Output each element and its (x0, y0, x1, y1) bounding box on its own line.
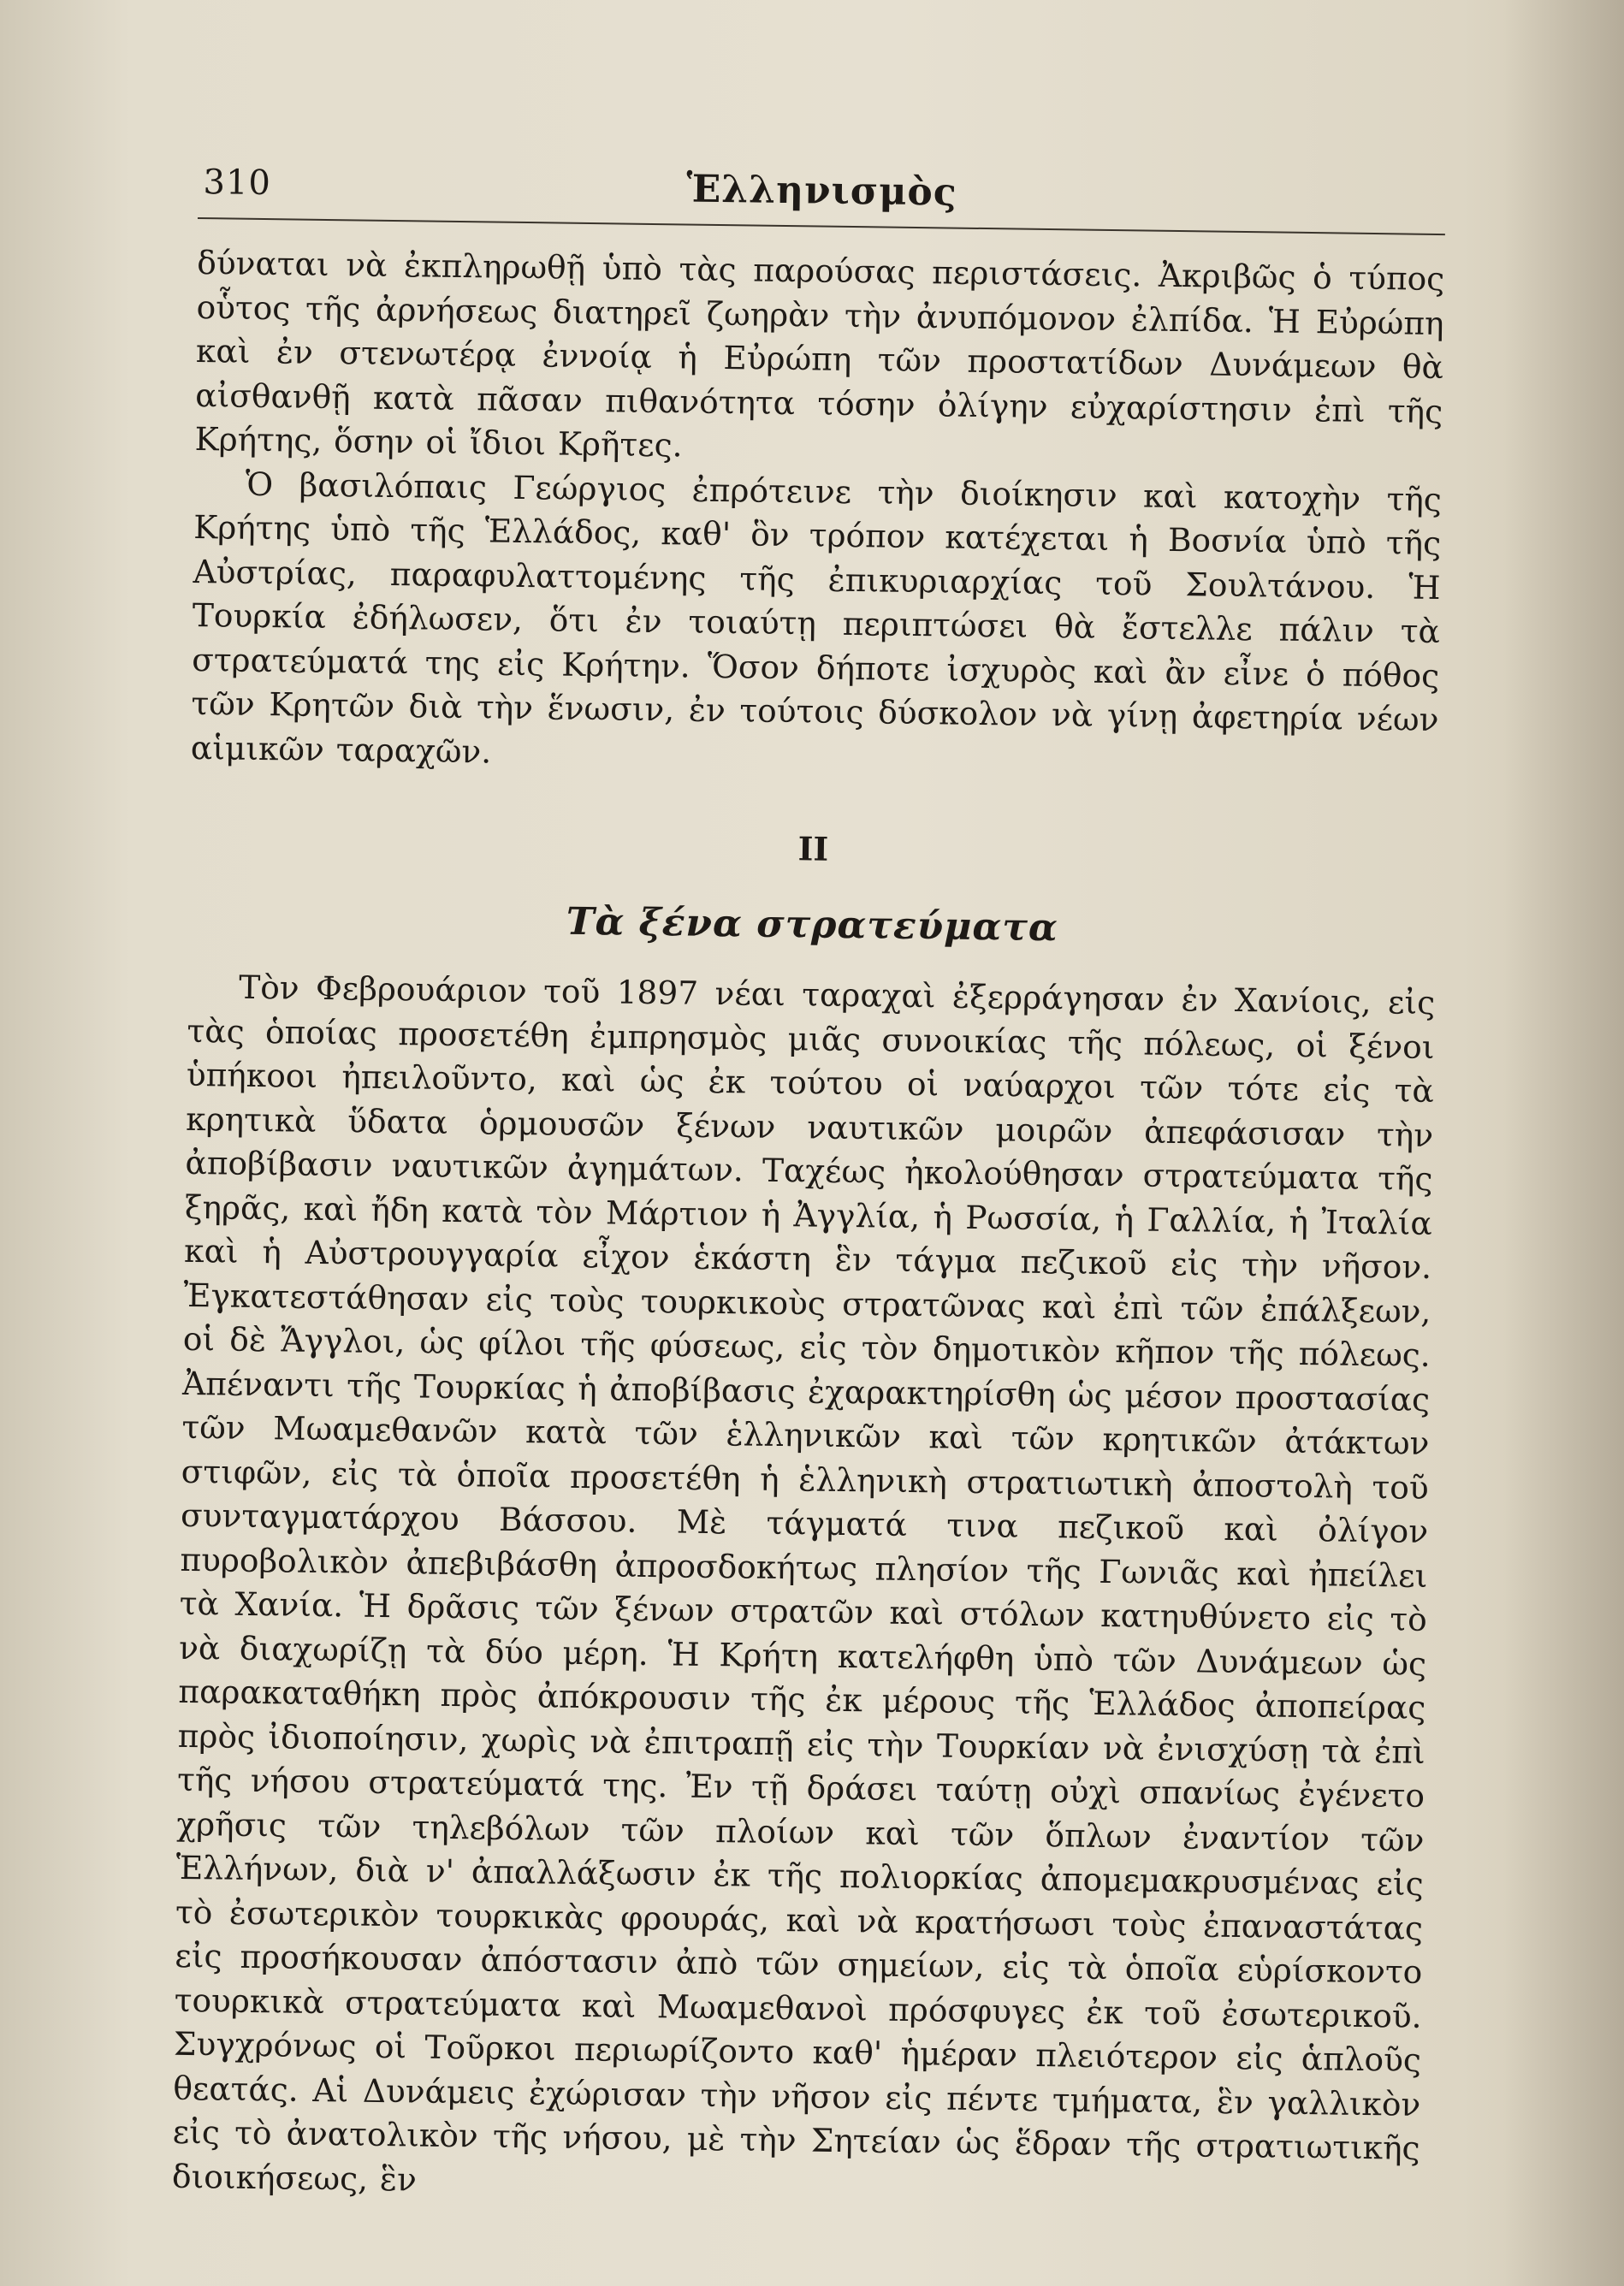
page-number: 310 (203, 163, 272, 204)
page-content (172, 154, 1446, 2215)
section-title: Τὰ ξένα στρατεύματα (566, 899, 1059, 951)
running-head (198, 154, 1446, 239)
running-title: Ἑλληνισμὸς (686, 167, 957, 215)
header-rule (198, 217, 1445, 235)
section-numeral: II (797, 829, 829, 868)
paragraph-3: Τὸν Φεβρουάριον τοῦ 1897 νέαι ταραχαὶ ἐξερράγησαν ἐν Χανίοις, εἰς τὰς ὁποίας προσετέθη ἐμπρησμὸς μιᾶς συνοικίας τῆς πόλεως, οἱ ξένοι ὑπήκοοι ἠπειλοῦντο, καὶ ὡς ἐκ τούτου οἱ ναύαρχοι τῶν τότε εἰς τὰ κρητικὰ ὕδατα ὁρμουσῶν ξένων ναυτικῶν μοιρῶν ἀπεφάσισαν τὴν ἀποβίβασιν ναυτικῶν ἀγημάτων. Ταχέως ἠκολούθησαν στρατεύματα τῆς ξηρᾶς, καὶ ἤδη κατὰ τὸν Μάρτιον ἡ Ἀγγλία, ἡ Ρωσσία, ἡ Γαλλία, ἡ Ἰταλία καὶ ἡ Αὐστρουγγαρία εἶχον ἑκάστη ἓν τάγμα πεζικοῦ εἰς τὴν νῆσον. Ἐγκατεστάθησαν εἰς τοὺς τουρκικοὺς στρατῶνας καὶ ἐπὶ τῶν ἐπάλξεων, οἱ δὲ Ἄγγλοι, ὡς φίλοι τῆς φύσεως, εἰς τὸν δημοτικὸν κῆπον τῆς πόλεως. Ἀπέναντι τῆς Τουρκίας ἡ ἀποβίβασις ἐχαρακτηρίσθη ὡς μέσον προστασίας τῶν Μωαμεθανῶν κατὰ τῶν ἑλληνικῶν καὶ τῶν κρητικῶν ἀτάκτων στιφῶν, εἰς τὰ ὁποῖα προσετέθη ἡ ἑλληνικὴ στρατιωτικὴ ἀποστολὴ τοῦ συνταγματάρχου Βάσσου. Μὲ τάγματά τινα πεζικοῦ καὶ ὀλίγον πυροβολικὸν ἀπεβιβάσθη ἀπροσδοκήτως πλησίον τῆς Γωνιᾶς καὶ ἠπείλει τὰ Χανία. Ἡ δρᾶσις τῶν ξένων στρατῶν καὶ στόλων κατηυθύνετο εἰς τὸ νὰ διαχωρίζῃ τὰ δύο μέρη. Ἡ Κρήτη κατελήφθη ὑπὸ τῶν Δυνάμεων ὡς παρακαταθήκη πρὸς ἀπόκρουσιν τῆς ἐκ μέρους τῆς Ἑλλάδος ἀποπείρας πρὸς ἰδιοποίησιν, χωρὶς νὰ ἐπιτραπῇ εἰς τὴν Τουρκίαν νὰ ἐνισχύσῃ τὰ ἐπὶ τῆς νήσου στρατεύματά της. Ἐν τῇ δράσει ταύτῃ οὐχὶ σπανίως ἐγένετο χρῆσις τῶν τηλεβόλων τῶν πλοίων καὶ τῶν ὅπλων ἐναντίον τῶν Ἑλλήνων, διὰ ν' ἀπαλλάξωσιν ἐκ τῆς πολιορκίας ἀπομεμακρυσμένας εἰς τὸ ἐσωτερικὸν τουρκικὰς φρουράς, καὶ νὰ κρατήσωσι τοὺς ἐπαναστάτας εἰς προσήκουσαν ἀπόστασιν ἀπὸ τῶν σημείων, εἰς τὰ ὁποῖα εὑρίσκοντο τουρκικὰ στρατεύματα καὶ Μωαμεθανοὶ πρόσφυγες ἐκ τοῦ ἐσωτερικοῦ. Συγχρόνως οἱ Τοῦρκοι περιωρίζοντο καθ' ἡμέραν πλειότερον εἰς ἁπλοῦς θεατάς. Αἱ Δυνάμεις ἐχώρισαν τὴν νῆσον εἰς πέντε τμήματα, ἓν γαλλικὸν εἰς τὸ ἀνατολικὸν τῆς νήσου, μὲ τὴν Σητείαν ὡς ἕδραν τῆς στρατιωτικῆς διοικήσεως, ἓν (171, 968, 1436, 2199)
paragraph-2: Ὁ βασιλόπαις Γεώργιος ἐπρότεινε τὴν διοίκησιν καὶ κατοχὴν τῆς Κρήτης ὑπὸ τῆς Ἑλλάδος, καθ' ὃν τρόπον κατέχεται ἡ Βοσνία ὑπὸ τῆς Αὐστρίας, παραφυλαττομένης τῆς ἐπικυριαρχίας τοῦ Σουλτάνου. Ἡ Τουρκία ἐδήλωσεν, ὅτι ἐν τοιαύτῃ περιπτώσει θὰ ἔστελλε πάλιν τὰ στρατεύματά της εἰς Κρήτην. Ὅσον δήποτε ἰσχυρὸς καὶ ἂν εἶνε ὁ πόθος τῶν Κρητῶν διὰ τὴν ἕνωσιν, ἐν τούτοις δύσκολον νὰ γίνῃ ἀφετηρία νέων αἱμικῶν ταραχῶν. (190, 465, 1443, 771)
binding-shadow (1504, 0, 1624, 2286)
paragraph-1: δύναται νὰ ἐκπληρωθῇ ὑπὸ τὰς παρούσας περιστάσεις. Ἀκριβῶς ὁ τύπος οὗτος τῆς ἀρνήσεως διατηρεῖ ζωηρὰν τὴν ἀνυπόμονον ἐλπίδα. Ἡ Εὐρώπη καὶ ἐν στενωτέρᾳ ἐννοίᾳ ἡ Εὐρώπη τῶν προστατίδων Δυνάμεων θὰ αἰσθανθῇ κατὰ πᾶσαν πιθανότητα τόσην ὀλίγην εὐχαρίστησιν ἐπὶ τῆς Κρήτης, ὅσην οἱ ἴδιοι Κρῆτες. (194, 243, 1445, 465)
